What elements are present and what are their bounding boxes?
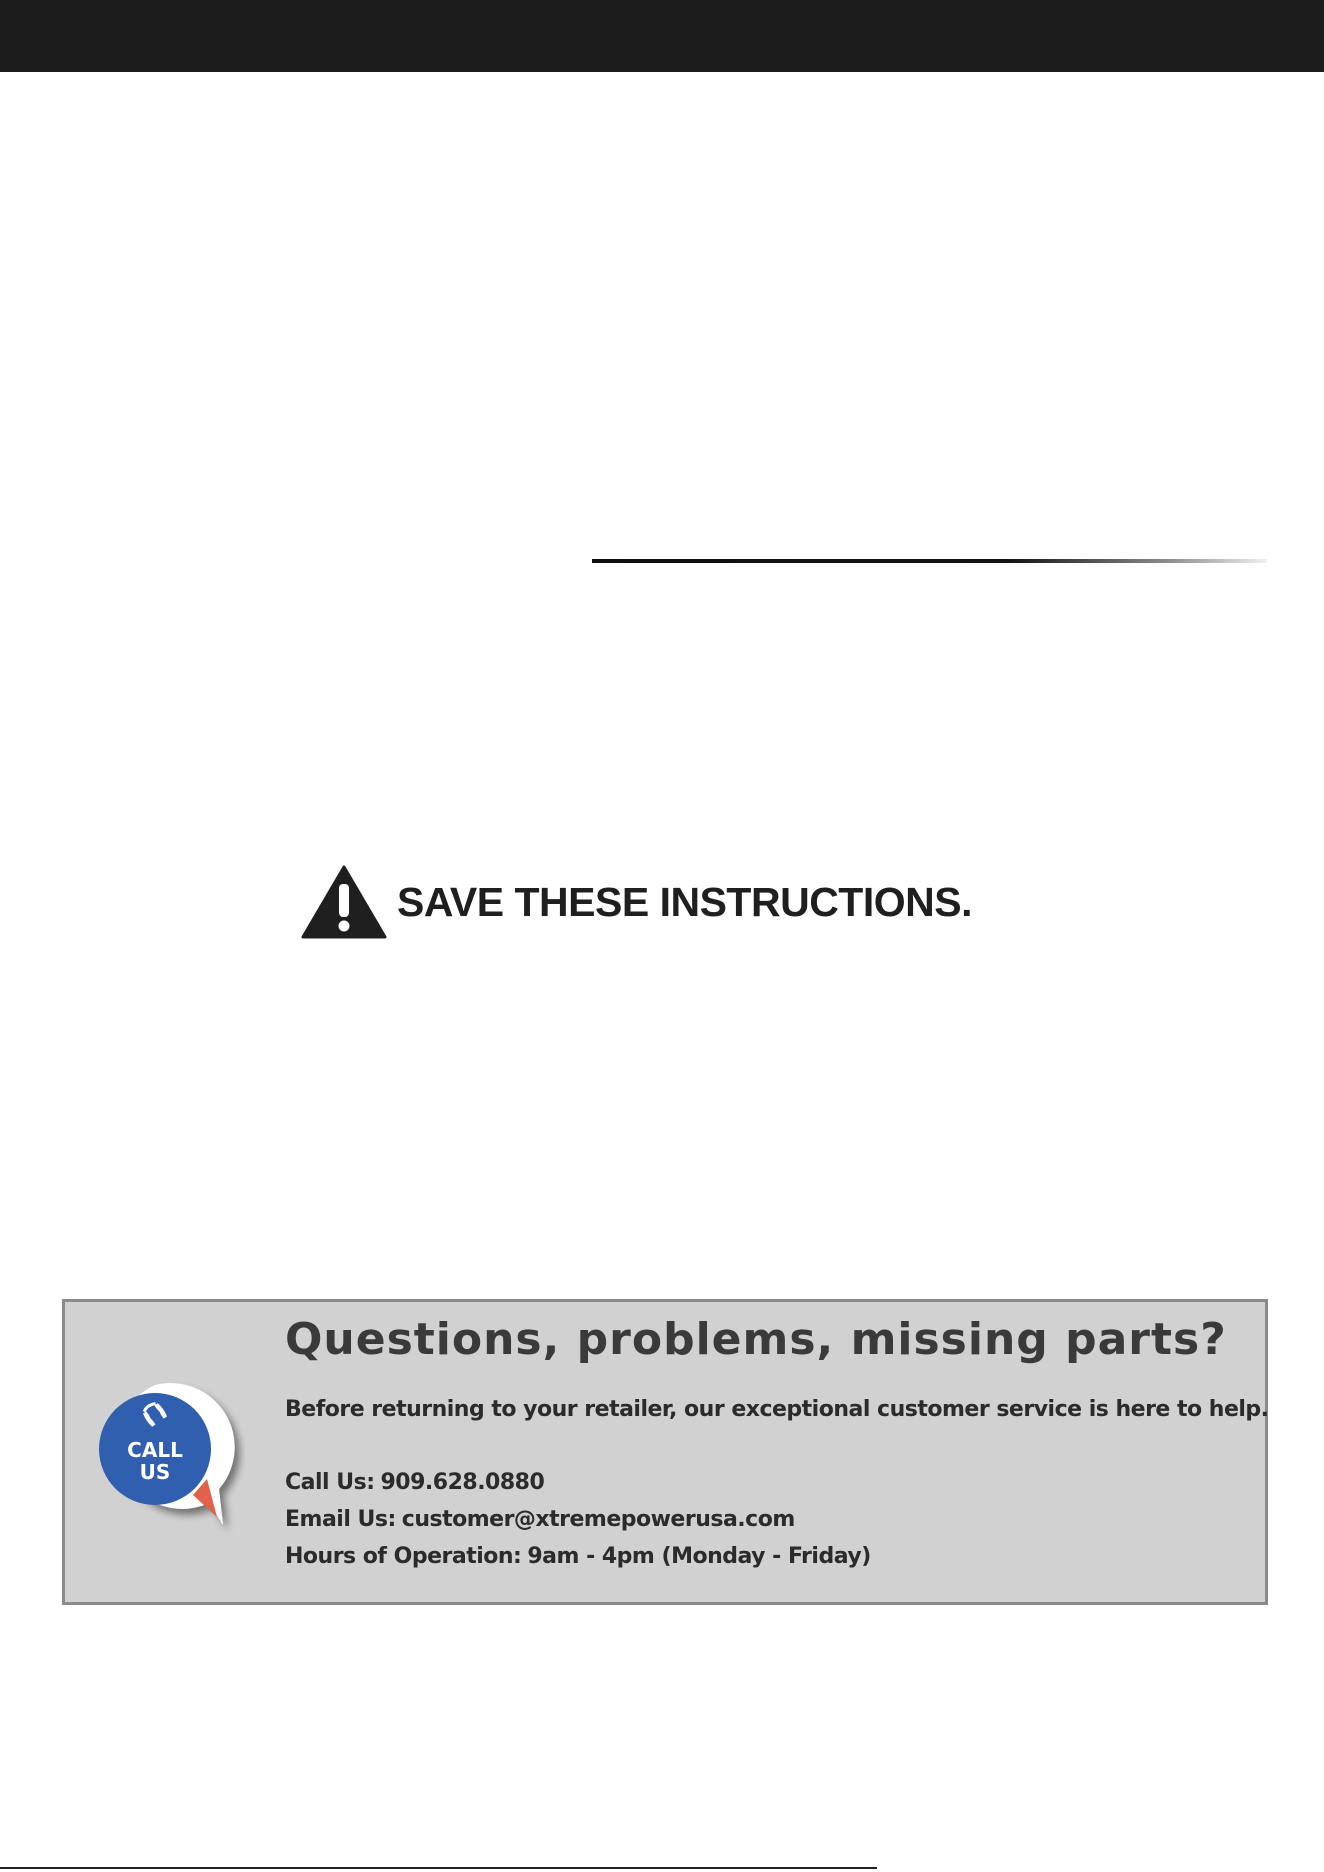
email-line [285,1507,795,1532]
badge-text-us: US [139,1460,171,1484]
hours-line [285,1544,871,1569]
badge-text-call: CALL [127,1438,183,1462]
hours-value: 9am - 4pm (Monday - Friday) [527,1544,871,1569]
email-label: Email Us: [285,1507,396,1532]
save-instructions-text: SAVE THESE INSTRUCTIONS. [397,878,972,925]
phone-label: Call Us: [285,1470,375,1495]
customer-support-box [62,1299,1268,1605]
footer-rule [0,1867,877,1869]
warning-triangle-icon [301,864,387,940]
email-address[interactable]: customer@xtremepowerusa.com [401,1507,795,1532]
top-header-bar [0,0,1324,72]
save-instructions-notice [301,862,972,942]
support-intro: Before returning to your retailer, our exceptional customer service is here to help. [285,1397,1269,1422]
support-title: Questions, problems, missing parts? [285,1314,1227,1365]
call-us-badge [85,1379,245,1541]
section-divider [592,559,1267,563]
phone-number[interactable]: 909.628.0880 [380,1470,545,1495]
hours-label: Hours of Operation: [285,1544,522,1569]
phone-line [285,1470,544,1495]
